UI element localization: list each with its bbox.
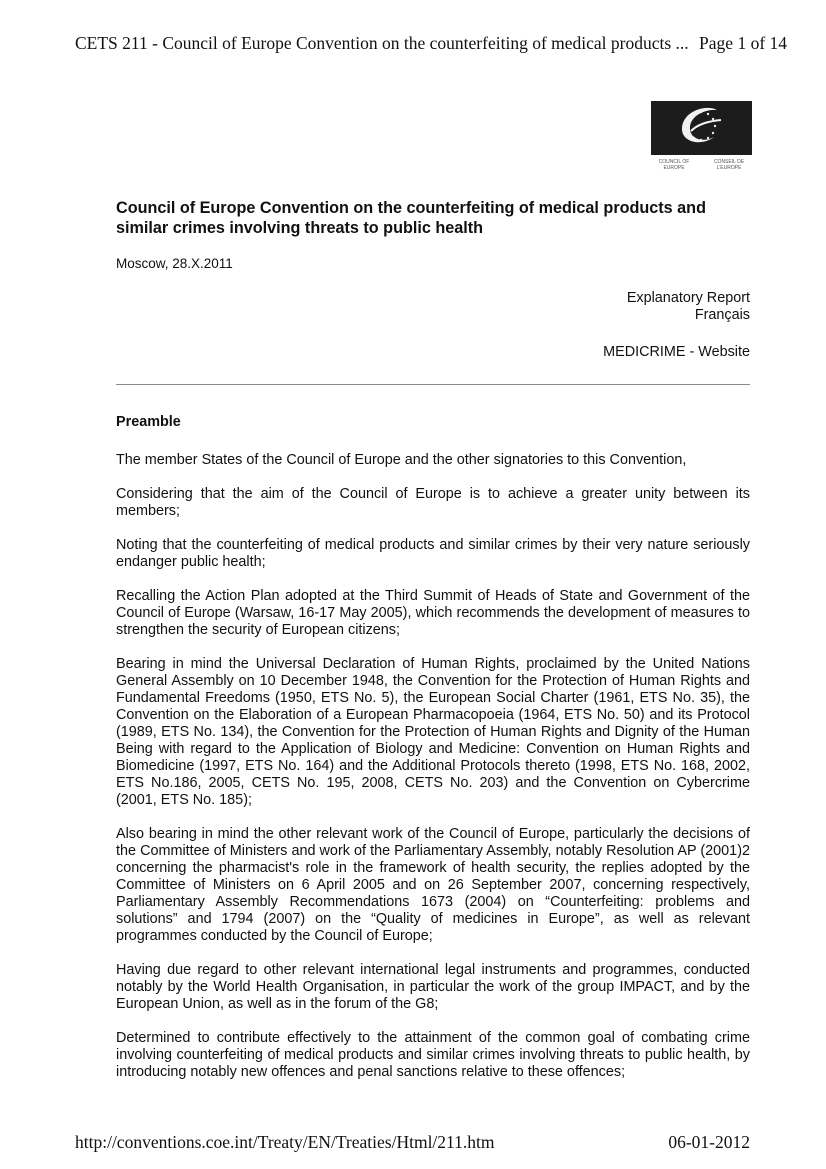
explanatory-report-link[interactable]: Explanatory Report (626, 290, 750, 306)
place-date: Moscow, 28.X.2011 (116, 256, 233, 271)
print-header-title: CETS 211 - Council of Europe Convention on the counterfeiting of medical products ... (75, 33, 689, 53)
paragraph: Recalling the Action Plan adopted at the Third Summit of Heads of State and Government of the Council of Europe (Warsaw, 16-17 May 2005), which recommends the development of measures to strengthen the security of European citizens; (116, 588, 750, 638)
print-footer-url: http://conventions.coe.int/Treaty/EN/Treaties/Html/211.htm (75, 1132, 495, 1152)
paragraph: Considering that the aim of the Council of Europe is to achieve a greater unity between its members; (116, 486, 750, 519)
medicrime-website-link[interactable]: MEDICRIME - Website (603, 344, 750, 360)
paragraph: Determined to contribute effectively to the attainment of the common goal of combating crime involving counterfeiting of medical products and similar crimes involving threats to public health, by introducing notably new offences and penal sanctions relative to these offences; (116, 1030, 750, 1080)
paragraph: Having due regard to other relevant international legal instruments and programmes, conducted notably by the World Health Organisation, in particular the work of the group IMPACT, and by the European Union, as well as in the forum of the G8; (116, 962, 750, 1012)
francais-link[interactable]: Français (694, 307, 750, 323)
preamble-heading: Preamble (116, 414, 181, 430)
print-footer (75, 1132, 750, 1153)
divider (116, 384, 750, 385)
document-title: Council of Europe Convention on the counterfeiting of medical products and similar crimes involving threats to public health (116, 199, 706, 237)
logo-caption-en: COUNCIL OF EUROPE (658, 159, 690, 171)
related-links (627, 290, 750, 324)
print-header-page: Page 1 of 14 (699, 33, 788, 53)
print-header (75, 33, 787, 54)
stars-circle-icon (651, 101, 752, 155)
print-footer-date: 06-01-2012 (668, 1132, 750, 1152)
council-of-europe-logo (651, 101, 752, 173)
logo-caption-fr: CONSEIL DE L'EUROPE (713, 159, 745, 171)
preamble-body (116, 452, 750, 1098)
logo-captions (651, 159, 752, 171)
paragraph: The member States of the Council of Europe and the other signatories to this Convention, (116, 452, 687, 468)
paragraph: Bearing in mind the Universal Declaration of Human Rights, proclaimed by the United Nations General Assembly on 10 December 1948, the Convention for the Protection of Human Rights and Fundamental Freedoms (1950, ETS No. 5), the European Social Charter (1961, ETS No. 35), the Convention on the Elaboration of a European Pharmacopoeia (1964, ETS No. 50) and its Protocol (1989, ETS No. 134), the Convention for the Protection of Human Rights and Dignity of the Human Being with regard to the Application of Biology and Medicine: Convention on Human Rights and Biomedicine (1997, ETS No. 164) and the Additional Protocols thereto (1998, ETS No. 168, 2002, ETS No.186, 2005, CETS No. 195, 2008, CETS No. 203) and the Convention on Cybercrime (2001, ETS No. 185); (116, 656, 750, 808)
logo-emblem (651, 101, 752, 155)
paragraph: Noting that the counterfeiting of medical products and similar crimes by their very nature seriously endanger public health; (116, 537, 750, 570)
paragraph: Also bearing in mind the other relevant work of the Council of Europe, particularly the decisions of the Committee of Ministers and work of the Parliamentary Assembly, notably Resolution AP (2001)2 concerning the pharmacist's role in the framework of health security, the replies adopted by the Committee of Ministers on 6 April 2005 and on 26 September 2007, concerning respectively, Parliamentary Assembly Recommendations 1673 (2004) on “Counterfeiting: problems and solutions” and 1794 (2007) on the “Quality of medicines in Europe”, as well as relevant programmes conducted by the Council of Europe; (116, 826, 750, 944)
